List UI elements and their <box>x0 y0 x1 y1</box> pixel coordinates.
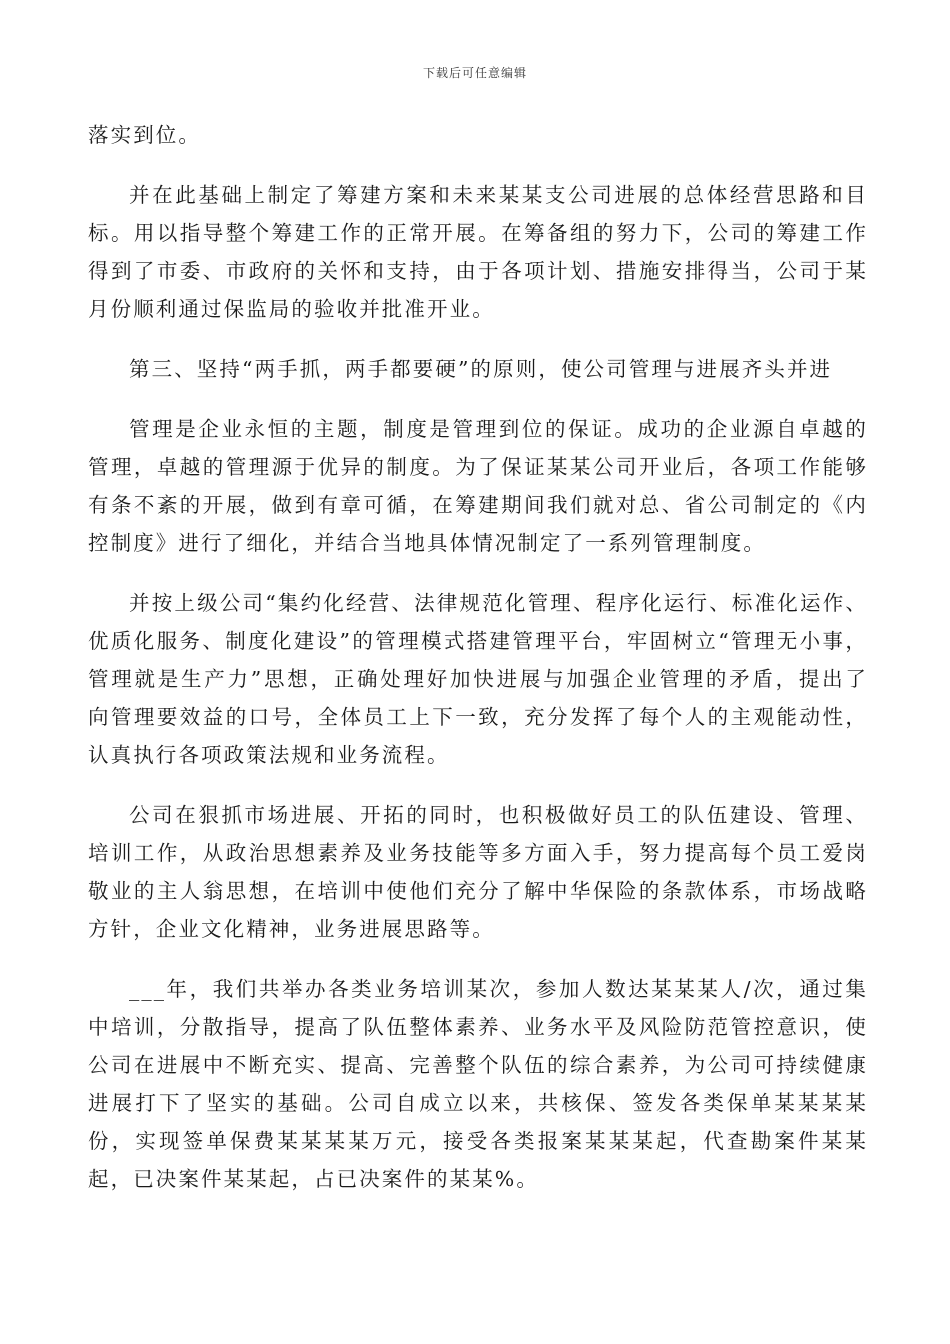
paragraph-gap <box>88 948 868 970</box>
page-header: 下载后可任意编辑 <box>422 66 527 80</box>
paragraph-gap <box>88 774 868 796</box>
paragraph: 公司在狠抓市场进展、开拓的同时，也积极做好员工的队伍建设、管理、培训工作，从政治思想素养及业务技能等多方面入手，努力提高每个员工爱岗敬业的主人翁思想，在培训中使他们充分了解中华保险的条款体系，市场战略方针，企业文化精神，业务进展思路等。 <box>88 803 868 941</box>
paragraph-gap <box>88 388 868 410</box>
paragraph-gap <box>88 328 868 350</box>
paragraph: 管理是企业永恒的主题，制度是管理到位的保证。成功的企业源自卓越的管理，卓越的管理源于优异的制度。为了保证某某公司开业后，各项工作能够有条不紊的开展，做到有章可循，在筹建期间我们就对总、省公司制定的《内控制度》进行了细化，并结合当地具体情况制定了一系列管理制度。 <box>88 417 868 555</box>
paragraph: 并在此基础上制定了筹建方案和未来某某支公司进展的总体经营思路和目标。用以指导整个筹建工作的正常开展。在筹备组的努力下，公司的筹建工作得到了市委、市政府的关怀和支持，由于各项计划、措施安排得当，公司于某月份顺利通过保监局的验收并批准开业。 <box>88 183 868 321</box>
paragraph: ___年，我们共举办各类业务培训某次，参加人数达某某某人/次，通过集中培训，分散指导，提高了队伍整体素养、业务水平及风险防范管控意识，使公司在进展中不断充实、提高、完善整个队伍的综合素养，为公司可持续健康进展打下了坚实的基础。公司自成立以来，共核保、签发各类保单某某某某份，实现签单保费某某某某万元，接受各类报案某某某起，代查勘案件某某起，已决案件某某起，占已决案件的某某%。 <box>88 977 868 1191</box>
paragraph-gap <box>88 154 868 176</box>
document-body <box>88 116 868 1198</box>
paragraph: 并按上级公司“集约化经营、法律规范化管理、程序化运行、标准化运作、优质化服务、制度化建设”的管理模式搭建管理平台，牢固树立“管理无小事，管理就是生产力”思想，正确处理好加快进展与加强企业管理的矛盾，提出了向管理要效益的口号，全体员工上下一致，充分发挥了每个人的主观能动性，认真执行各项政策法规和业务流程。 <box>88 591 868 767</box>
paragraph: 落实到位。 <box>88 123 201 147</box>
paragraph-gap <box>88 562 868 584</box>
section-heading: 第三、坚持“两手抓，两手都要硬”的原则，使公司管理与进展齐头并进 <box>129 357 833 381</box>
